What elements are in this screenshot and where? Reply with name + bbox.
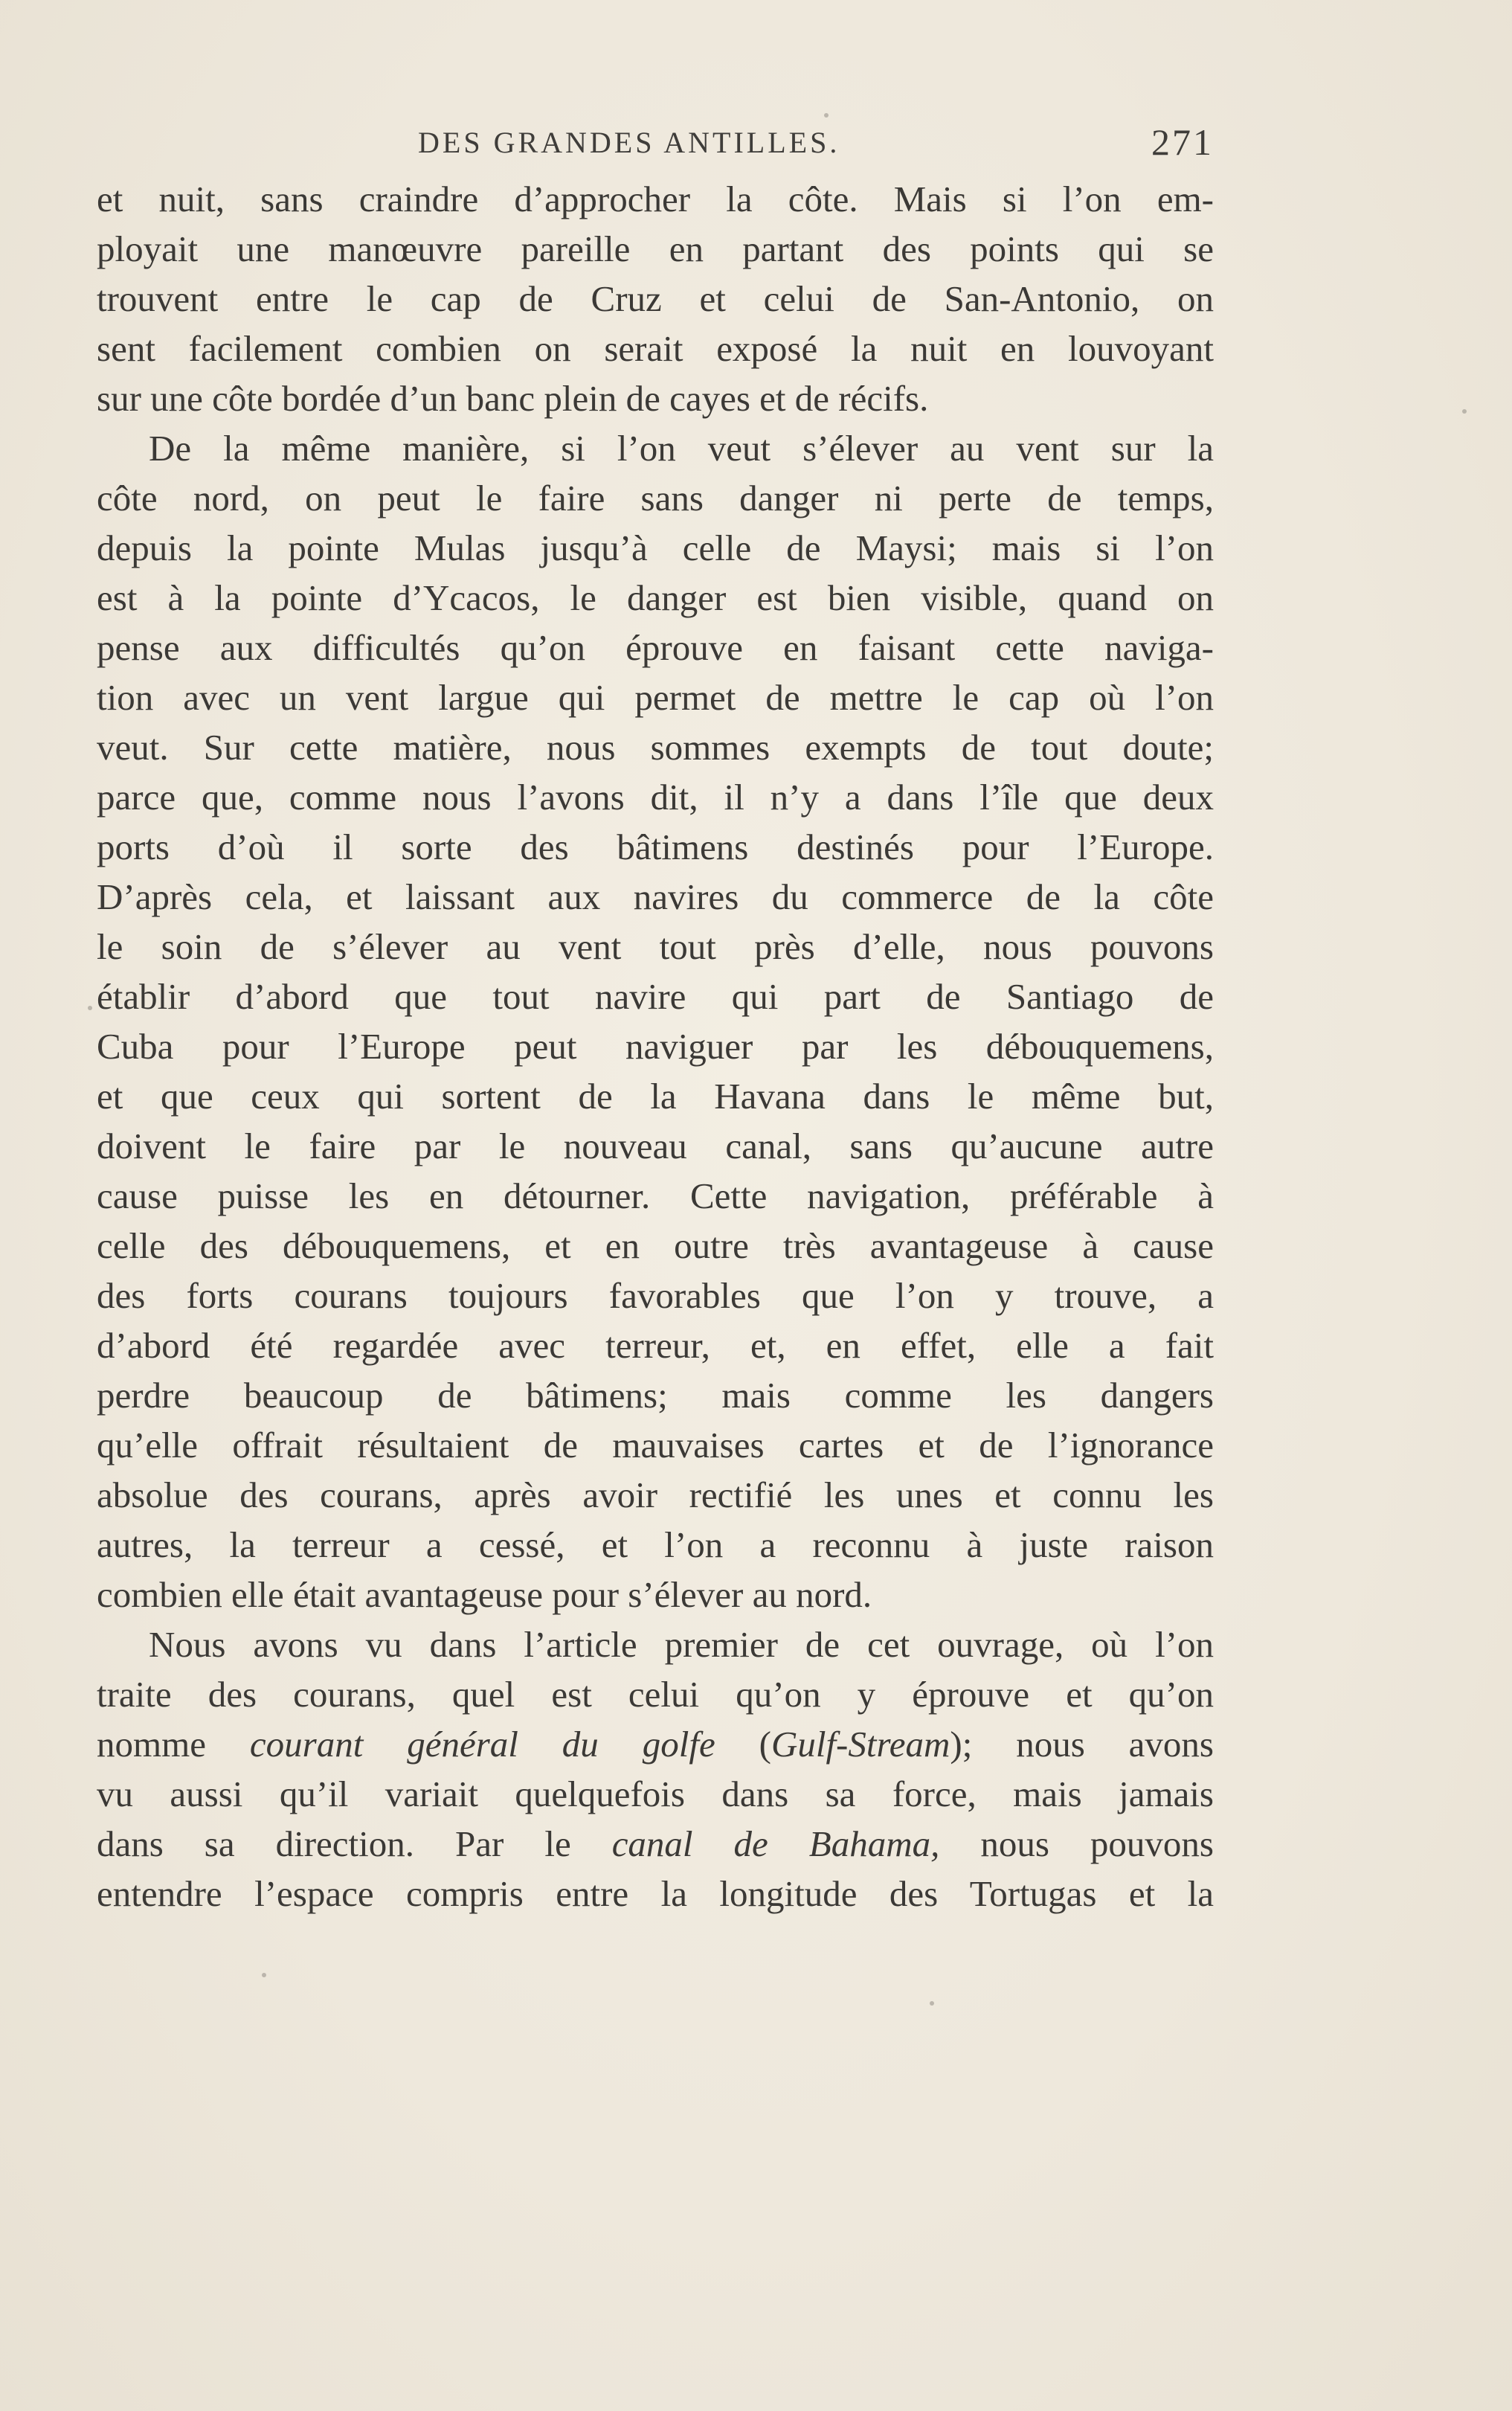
text-line: ports d’où il sorte des bâtimens destinés pour l’Europe. — [97, 826, 1214, 867]
paper-speck — [930, 2001, 934, 2006]
paper-speck — [88, 1006, 92, 1010]
text-line: sent facilement combien on serait exposé la nuit en louvoyant — [97, 328, 1214, 369]
text-line: cause puisse les en détourner. Cette navigation, préférable à — [97, 1175, 1214, 1216]
text-line: le soin de s’élever au vent tout près d’elle, nous pouvons — [97, 926, 1214, 967]
text-line: Nous avons vu dans l’article premier de cet ouvrage, où l’on — [149, 1624, 1214, 1665]
text-line: et que ceux qui sortent de la Havana dans le même but, — [97, 1076, 1214, 1117]
text-line: combien elle était avantageuse pour s’élever au nord. — [97, 1574, 872, 1615]
text-line: est à la pointe d’Ycacos, le danger est bien visible, quand on — [97, 577, 1214, 618]
text-line: perdre beaucoup de bâtimens; mais comme les dangers — [97, 1375, 1214, 1416]
italic-term: courant général du golfe — [249, 1724, 715, 1765]
text-line: tion avec un vent largue qui permet de mettre le cap où l’on — [97, 677, 1214, 718]
text-line: celle des débouquemens, et en outre très avantageuse à cause — [97, 1225, 1214, 1266]
text-line-with-italics: nomme courant général du golfe (Gulf-Stream); nous avons — [97, 1724, 1215, 1765]
text-line: côte nord, on peut le faire sans danger ni perte de temps, — [97, 478, 1214, 519]
text-line: parce que, comme nous l’avons dit, il n’y a dans l’île que deux — [97, 777, 1214, 818]
page-header — [97, 121, 1214, 170]
paper-speck — [1462, 409, 1467, 414]
text-line: sur une côte bordée d’un banc plein de cayes et de récifs. — [97, 378, 929, 419]
body-text — [97, 174, 1214, 1919]
text-line: établir d’abord que tout navire qui part de Santiago de — [97, 976, 1214, 1017]
text-line: et nuit, sans craindre d’approcher la côte. Mais si l’on em- — [97, 179, 1214, 219]
paper-speck — [262, 1973, 266, 1977]
text-line: depuis la pointe Mulas jusqu’à celle de Maysi; mais si l’on — [97, 527, 1214, 568]
text-line-with-italics: dans sa direction. Par le canal de Bahama, nous pouvons — [97, 1823, 1214, 1864]
text-line: veut. Sur cette matière, nous sommes exempts de tout doute; — [97, 727, 1214, 768]
running-head: DES GRANDES ANTILLES. — [418, 126, 840, 159]
text-line: ployait une manœuvre pareille en partant des points qui se — [97, 228, 1214, 269]
italic-term: canal de Bahama, — [611, 1823, 940, 1864]
text-line: D’après cela, et laissant aux navires du commerce de la côte — [97, 876, 1214, 917]
text-line: entendre l’espace compris entre la longitude des Tortugas et la — [97, 1873, 1214, 1914]
paper-speck — [824, 113, 829, 118]
text-line: doivent le faire par le nouveau canal, sans qu’aucune autre — [97, 1126, 1214, 1166]
text-line: pense aux difficultés qu’on éprouve en faisant cette naviga- — [97, 627, 1214, 668]
text-line: vu aussi qu’il variait quelquefois dans sa force, mais jamais — [97, 1773, 1214, 1814]
text-line: autres, la terreur a cessé, et l’on a reconnu à juste raison — [97, 1524, 1214, 1565]
text-line: d’abord été regardée avec terreur, et, en effet, elle a fait — [97, 1325, 1214, 1366]
italic-term: Gulf-Stream — [771, 1724, 950, 1765]
text-line: absolue des courans, après avoir rectifié les unes et connu les — [97, 1474, 1214, 1515]
text-line: trouvent entre le cap de Cruz et celui de San-Antonio, on — [97, 278, 1214, 319]
text-line: des forts courans toujours favorables que l’on y trouve, a — [97, 1275, 1214, 1316]
page-number: 271 — [1151, 121, 1214, 163]
text-line: traite des courans, quel est celui qu’on y éprouve et qu’on — [97, 1674, 1214, 1715]
text-line: qu’elle offrait résultaient de mauvaises cartes et de l’ignorance — [97, 1425, 1214, 1465]
text-line: Cuba pour l’Europe peut naviguer par les débouquemens, — [97, 1026, 1214, 1067]
text-line: De la même manière, si l’on veut s’élever au vent sur la — [149, 428, 1214, 469]
